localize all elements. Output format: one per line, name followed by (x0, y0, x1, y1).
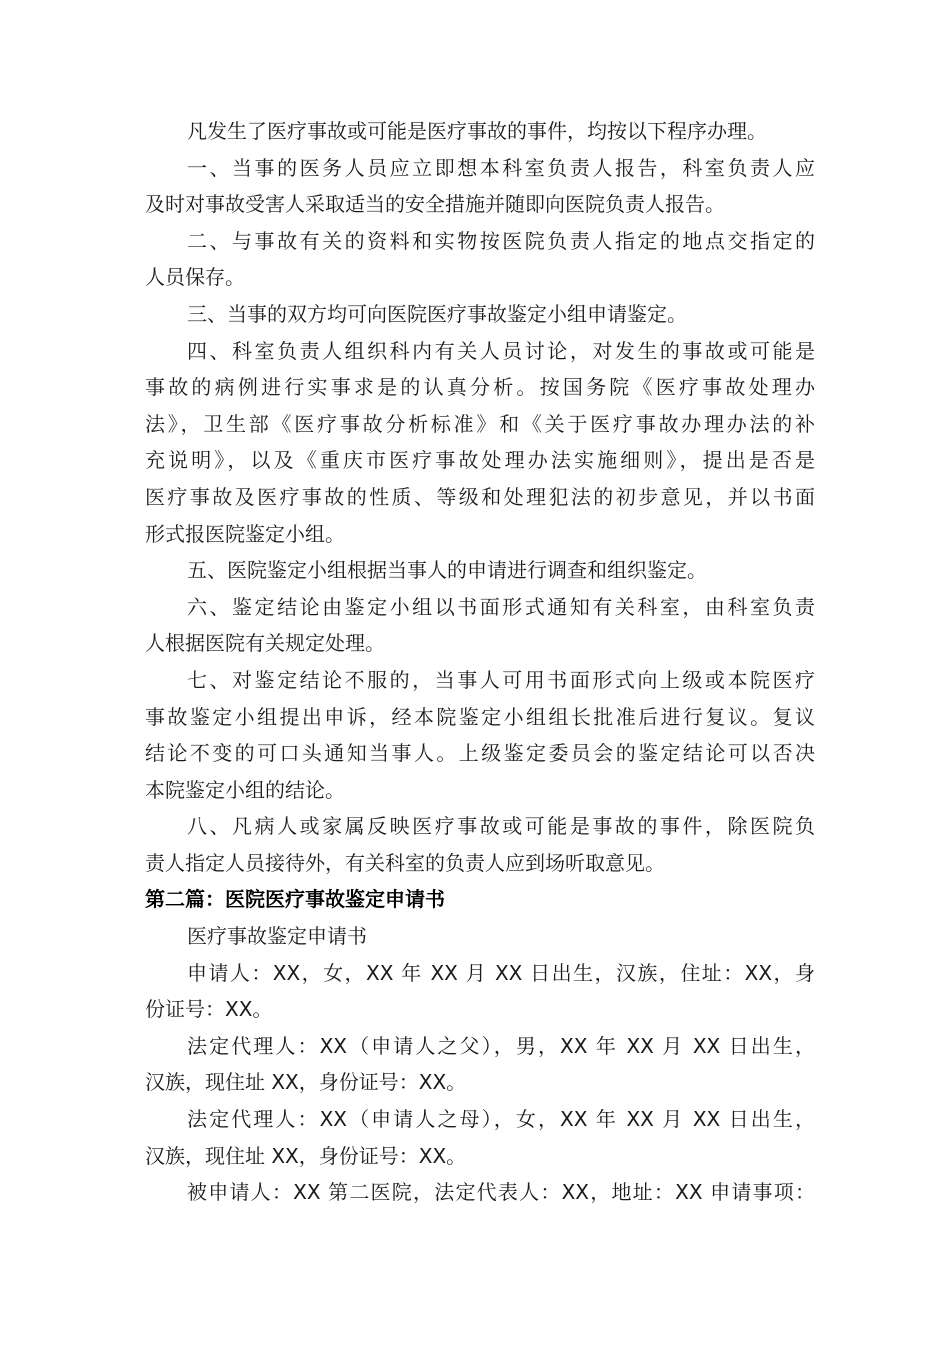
text-line: 医疗事故鉴定申请书 (187, 924, 367, 949)
text-line: 汉族，现住址 XX，身份证号：XX。 (145, 1070, 467, 1095)
text-line: 被申请人：XX 第二医院，法定代表人：XX，地址：XX 申请事项： (187, 1180, 815, 1205)
text-line: 事故鉴定小组提出申诉，经本院鉴定小组组长批准后进行复议。复议 (145, 704, 815, 729)
text-line: 充说明》，以及《重庆市医疗事故处理办法实施细则》，提出是否是 (145, 448, 815, 473)
text-line: 人根据医院有关规定处理。 (145, 631, 385, 656)
text-line: 形式报医院鉴定小组。 (145, 521, 345, 546)
text-line: 医疗事故及医疗事故的性质、等级和处理犯法的初步意见，并以书面 (145, 484, 815, 509)
text-line: 及时对事故受害人采取适当的安全措施并随即向医院负责人报告。 (145, 192, 725, 217)
text-line: 法定代理人：XX（申请人之父），男，XX 年 XX 月 XX 日出生， (187, 1033, 815, 1058)
document-body (145, 113, 815, 1211)
text-line: 申请人：XX，女，XX 年 XX 月 XX 日出生，汉族，住址：XX，身 (187, 960, 815, 985)
text-line: 法》，卫生部《医疗事故分析标准》和《关于医疗事故办理办法的补 (145, 411, 815, 436)
text-line: 五、医院鉴定小组根据当事人的申请进行调查和组织鉴定。 (187, 558, 707, 583)
text-line: 汉族，现住址 XX，身份证号：XX。 (145, 1143, 467, 1168)
text-line: 法定代理人：XX（申请人之母），女，XX 年 XX 月 XX 日出生， (187, 1107, 815, 1132)
text-line: 事故的病例进行实事求是的认真分析。按国务院《医疗事故处理办 (145, 375, 815, 400)
text-line: 人员保存。 (145, 265, 245, 290)
text-line: 一、当事的医务人员应立即想本科室负责人报告，科室负责人应 (187, 155, 815, 180)
text-line: 结论不变的可口头通知当事人。上级鉴定委员会的鉴定结论可以否决 (145, 741, 815, 766)
text-line: 三、当事的双方均可向医院医疗事故鉴定小组申请鉴定。 (187, 301, 687, 326)
text-line: 责人指定人员接待外，有关科室的负责人应到场听取意见。 (145, 850, 665, 875)
text-line: 份证号：XX。 (145, 997, 273, 1022)
text-line: 四、科室负责人组织科内有关人员讨论，对发生的事故或可能是 (187, 338, 815, 363)
text-line: 六、鉴定结论由鉴定小组以书面形式通知有关科室，由科室负责 (187, 594, 815, 619)
text-line: 本院鉴定小组的结论。 (145, 777, 345, 802)
text-line: 八、凡病人或家属反映医疗事故或可能是事故的事件，除医院负 (187, 814, 815, 839)
text-line: 凡发生了医疗事故或可能是医疗事故的事件，均按以下程序办理。 (187, 119, 767, 143)
text-line: 七、对鉴定结论不服的，当事人可用书面形式向上级或本院医疗 (187, 667, 815, 692)
section-heading: 第二篇：医院医疗事故鉴定申请书 (145, 887, 445, 912)
text-line: 二、与事故有关的资料和实物按医院负责人指定的地点交指定的 (187, 228, 815, 253)
